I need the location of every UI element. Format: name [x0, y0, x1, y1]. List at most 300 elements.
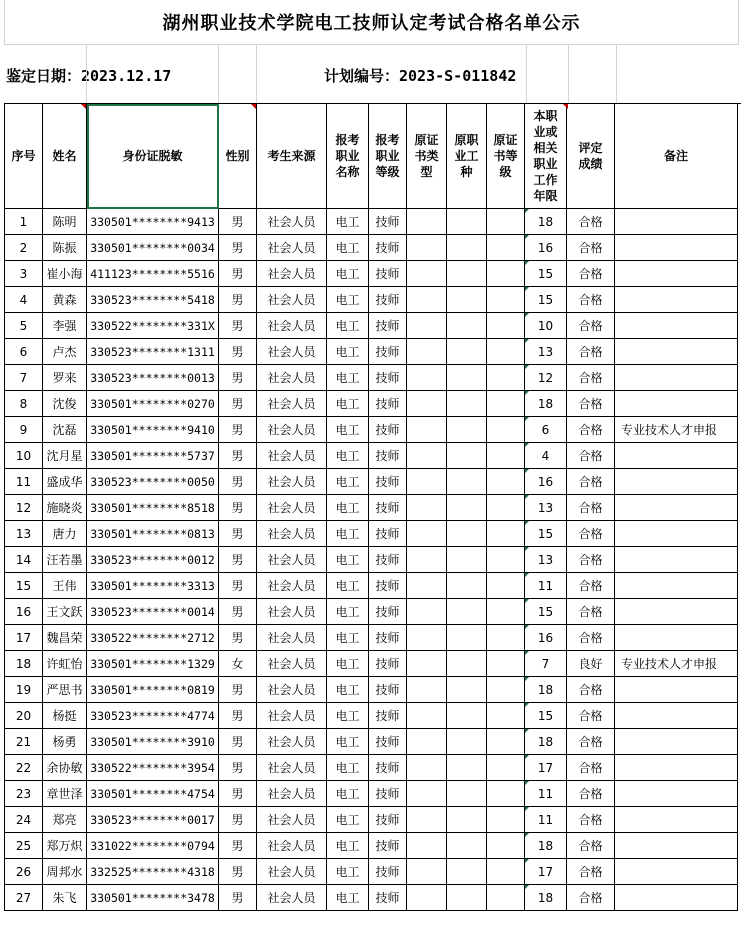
cell-orig-job[interactable] [447, 781, 487, 807]
cell-level[interactable]: 技师 [369, 599, 407, 625]
cell-cert-level[interactable] [487, 287, 525, 313]
cell-source[interactable]: 社会人员 [257, 573, 327, 599]
cell-remark[interactable] [615, 729, 738, 755]
cell-orig-job[interactable] [447, 651, 487, 677]
cell-cert-level[interactable] [487, 703, 525, 729]
cell-orig-job[interactable] [447, 339, 487, 365]
cell-result[interactable]: 合格 [567, 703, 615, 729]
cell-source[interactable]: 社会人员 [257, 261, 327, 287]
cell-seq[interactable]: 16 [5, 599, 43, 625]
cell-name[interactable]: 王文跃 [43, 599, 87, 625]
cell-cert-level[interactable] [487, 729, 525, 755]
cell-result[interactable]: 合格 [567, 781, 615, 807]
cell-orig-job[interactable] [447, 495, 487, 521]
cell-years[interactable]: 18 [525, 885, 567, 911]
cell-id[interactable]: 330501********9413 [87, 209, 219, 235]
cell-level[interactable]: 技师 [369, 287, 407, 313]
cell-result[interactable]: 良好 [567, 651, 615, 677]
cell-cert-level[interactable] [487, 417, 525, 443]
cell-orig-job[interactable] [447, 729, 487, 755]
cell-years[interactable]: 12 [525, 365, 567, 391]
cell-seq[interactable]: 25 [5, 833, 43, 859]
cell-source[interactable]: 社会人员 [257, 599, 327, 625]
cell-source[interactable]: 社会人员 [257, 235, 327, 261]
cell-name[interactable]: 汪若墨 [43, 547, 87, 573]
col-gender[interactable]: 性别 [219, 104, 257, 209]
cell-source[interactable]: 社会人员 [257, 443, 327, 469]
cell-gender[interactable]: 男 [219, 781, 257, 807]
cell-job[interactable]: 电工 [327, 833, 369, 859]
cell-level[interactable]: 技师 [369, 417, 407, 443]
cell-seq[interactable]: 13 [5, 521, 43, 547]
cell-name[interactable]: 陈明 [43, 209, 87, 235]
col-years[interactable]: 本职业或相关职业工作年限 [525, 104, 567, 209]
cell-name[interactable]: 李强 [43, 313, 87, 339]
cell-result[interactable]: 合格 [567, 365, 615, 391]
cell-remark[interactable] [615, 573, 738, 599]
cell-cert-level[interactable] [487, 521, 525, 547]
cell-cert-type[interactable] [407, 573, 447, 599]
cell-job[interactable]: 电工 [327, 807, 369, 833]
cell-years[interactable]: 16 [525, 469, 567, 495]
cell-job[interactable]: 电工 [327, 729, 369, 755]
cell-level[interactable]: 技师 [369, 807, 407, 833]
cell-result[interactable]: 合格 [567, 235, 615, 261]
cell-cert-level[interactable] [487, 859, 525, 885]
cell-cert-type[interactable] [407, 677, 447, 703]
cell-id[interactable]: 330501********3910 [87, 729, 219, 755]
cell-gender[interactable]: 男 [219, 443, 257, 469]
cell-cert-type[interactable] [407, 755, 447, 781]
cell-id[interactable]: 330501********0813 [87, 521, 219, 547]
cell-name[interactable]: 郑亮 [43, 807, 87, 833]
cell-years[interactable]: 16 [525, 235, 567, 261]
cell-source[interactable]: 社会人员 [257, 807, 327, 833]
cell-job[interactable]: 电工 [327, 781, 369, 807]
cell-job[interactable]: 电工 [327, 495, 369, 521]
cell-id[interactable]: 330523********0013 [87, 365, 219, 391]
cell-remark[interactable] [615, 625, 738, 651]
cell-result[interactable]: 合格 [567, 287, 615, 313]
cell-years[interactable]: 11 [525, 807, 567, 833]
cell-years[interactable]: 18 [525, 677, 567, 703]
cell-remark[interactable] [615, 313, 738, 339]
cell-years[interactable]: 4 [525, 443, 567, 469]
cell-source[interactable]: 社会人员 [257, 729, 327, 755]
cell-remark[interactable] [615, 755, 738, 781]
cell-orig-job[interactable] [447, 885, 487, 911]
cell-level[interactable]: 技师 [369, 755, 407, 781]
cell-id[interactable]: 330501********4754 [87, 781, 219, 807]
cell-orig-job[interactable] [447, 599, 487, 625]
cell-cert-level[interactable] [487, 755, 525, 781]
cell-gender[interactable]: 男 [219, 261, 257, 287]
cell-level[interactable]: 技师 [369, 885, 407, 911]
cell-cert-type[interactable] [407, 599, 447, 625]
cell-seq[interactable]: 24 [5, 807, 43, 833]
cell-job[interactable]: 电工 [327, 755, 369, 781]
cell-gender[interactable]: 男 [219, 755, 257, 781]
cell-result[interactable]: 合格 [567, 469, 615, 495]
cell-orig-job[interactable] [447, 573, 487, 599]
cell-name[interactable]: 施晓炎 [43, 495, 87, 521]
cell-years[interactable]: 11 [525, 573, 567, 599]
cell-cert-type[interactable] [407, 833, 447, 859]
cell-job[interactable]: 电工 [327, 469, 369, 495]
cell-job[interactable]: 电工 [327, 573, 369, 599]
cell-gender[interactable]: 男 [219, 703, 257, 729]
cell-seq[interactable]: 12 [5, 495, 43, 521]
cell-result[interactable]: 合格 [567, 339, 615, 365]
cell-years[interactable]: 17 [525, 755, 567, 781]
cell-job[interactable]: 电工 [327, 365, 369, 391]
cell-seq[interactable]: 9 [5, 417, 43, 443]
cell-level[interactable]: 技师 [369, 469, 407, 495]
cell-job[interactable]: 电工 [327, 261, 369, 287]
cell-years[interactable]: 13 [525, 547, 567, 573]
cell-gender[interactable]: 男 [219, 469, 257, 495]
cell-source[interactable]: 社会人员 [257, 547, 327, 573]
cell-result[interactable]: 合格 [567, 833, 615, 859]
cell-orig-job[interactable] [447, 469, 487, 495]
cell-source[interactable]: 社会人员 [257, 339, 327, 365]
cell-cert-type[interactable] [407, 703, 447, 729]
cell-cert-type[interactable] [407, 859, 447, 885]
cell-name[interactable]: 周邦水 [43, 859, 87, 885]
cell-cert-level[interactable] [487, 625, 525, 651]
cell-id[interactable]: 330501********3478 [87, 885, 219, 911]
col-level[interactable]: 报考职业等级 [369, 104, 407, 209]
cell-seq[interactable]: 5 [5, 313, 43, 339]
cell-remark[interactable] [615, 807, 738, 833]
cell-seq[interactable]: 26 [5, 859, 43, 885]
cell-result[interactable]: 合格 [567, 599, 615, 625]
cell-name[interactable]: 罗来 [43, 365, 87, 391]
cell-cert-level[interactable] [487, 391, 525, 417]
cell-seq[interactable]: 4 [5, 287, 43, 313]
cell-remark[interactable]: 专业技术人才申报 [615, 651, 738, 677]
cell-name[interactable]: 盛成华 [43, 469, 87, 495]
cell-remark[interactable] [615, 287, 738, 313]
cell-job[interactable]: 电工 [327, 599, 369, 625]
cell-result[interactable]: 合格 [567, 755, 615, 781]
cell-job[interactable]: 电工 [327, 703, 369, 729]
cell-cert-type[interactable] [407, 729, 447, 755]
cell-id[interactable]: 330523********0012 [87, 547, 219, 573]
cell-seq[interactable]: 14 [5, 547, 43, 573]
cell-orig-job[interactable] [447, 547, 487, 573]
cell-gender[interactable]: 男 [219, 885, 257, 911]
cell-cert-level[interactable] [487, 807, 525, 833]
cell-cert-type[interactable] [407, 391, 447, 417]
cell-remark[interactable] [615, 677, 738, 703]
cell-result[interactable]: 合格 [567, 313, 615, 339]
cell-name[interactable]: 杨挺 [43, 703, 87, 729]
cell-level[interactable]: 技师 [369, 443, 407, 469]
col-source[interactable]: 考生来源 [257, 104, 327, 209]
cell-id[interactable]: 330501********8518 [87, 495, 219, 521]
cell-source[interactable]: 社会人员 [257, 365, 327, 391]
cell-level[interactable]: 技师 [369, 625, 407, 651]
cell-remark[interactable] [615, 261, 738, 287]
cell-seq[interactable]: 7 [5, 365, 43, 391]
cell-years[interactable]: 13 [525, 339, 567, 365]
cell-cert-level[interactable] [487, 547, 525, 573]
cell-gender[interactable]: 男 [219, 573, 257, 599]
cell-gender[interactable]: 男 [219, 365, 257, 391]
cell-job[interactable]: 电工 [327, 625, 369, 651]
cell-cert-level[interactable] [487, 261, 525, 287]
cell-source[interactable]: 社会人员 [257, 703, 327, 729]
cell-source[interactable]: 社会人员 [257, 209, 327, 235]
cell-years[interactable]: 18 [525, 391, 567, 417]
cell-remark[interactable] [615, 235, 738, 261]
cell-orig-job[interactable] [447, 235, 487, 261]
cell-id[interactable]: 330501********5737 [87, 443, 219, 469]
cell-orig-job[interactable] [447, 807, 487, 833]
cell-years[interactable]: 15 [525, 703, 567, 729]
cell-years[interactable]: 17 [525, 859, 567, 885]
cell-orig-job[interactable] [447, 625, 487, 651]
cell-cert-level[interactable] [487, 339, 525, 365]
cell-remark[interactable] [615, 859, 738, 885]
cell-level[interactable]: 技师 [369, 547, 407, 573]
cell-name[interactable]: 魏昌荣 [43, 625, 87, 651]
cell-remark[interactable] [615, 443, 738, 469]
cell-job[interactable]: 电工 [327, 235, 369, 261]
cell-id[interactable]: 330501********3313 [87, 573, 219, 599]
cell-level[interactable]: 技师 [369, 521, 407, 547]
cell-orig-job[interactable] [447, 391, 487, 417]
cell-seq[interactable]: 27 [5, 885, 43, 911]
cell-orig-job[interactable] [447, 209, 487, 235]
cell-remark[interactable] [615, 521, 738, 547]
cell-gender[interactable]: 男 [219, 547, 257, 573]
cell-result[interactable]: 合格 [567, 677, 615, 703]
cell-years[interactable]: 15 [525, 287, 567, 313]
cell-remark[interactable] [615, 781, 738, 807]
cell-level[interactable]: 技师 [369, 833, 407, 859]
cell-result[interactable]: 合格 [567, 729, 615, 755]
cell-name[interactable]: 沈俊 [43, 391, 87, 417]
cell-name[interactable]: 许虹怡 [43, 651, 87, 677]
cell-source[interactable]: 社会人员 [257, 859, 327, 885]
col-orig-job[interactable]: 原职业工种 [447, 104, 487, 209]
cell-seq[interactable]: 10 [5, 443, 43, 469]
cell-source[interactable]: 社会人员 [257, 625, 327, 651]
cell-cert-type[interactable] [407, 209, 447, 235]
cell-orig-job[interactable] [447, 677, 487, 703]
cell-job[interactable]: 电工 [327, 391, 369, 417]
cell-name[interactable]: 杨勇 [43, 729, 87, 755]
cell-source[interactable]: 社会人员 [257, 417, 327, 443]
cell-level[interactable]: 技师 [369, 859, 407, 885]
cell-years[interactable]: 11 [525, 781, 567, 807]
cell-result[interactable]: 合格 [567, 625, 615, 651]
cell-remark[interactable] [615, 833, 738, 859]
cell-cert-type[interactable] [407, 469, 447, 495]
cell-job[interactable]: 电工 [327, 287, 369, 313]
cell-remark[interactable] [615, 495, 738, 521]
cell-years[interactable]: 15 [525, 521, 567, 547]
cell-years[interactable]: 16 [525, 625, 567, 651]
cell-cert-type[interactable] [407, 339, 447, 365]
cell-seq[interactable]: 23 [5, 781, 43, 807]
cell-job[interactable]: 电工 [327, 209, 369, 235]
cell-remark[interactable] [615, 339, 738, 365]
cell-id[interactable]: 330522********2712 [87, 625, 219, 651]
cell-id[interactable]: 411123********5516 [87, 261, 219, 287]
cell-name[interactable]: 卢杰 [43, 339, 87, 365]
col-remark[interactable]: 备注 [615, 104, 738, 209]
cell-cert-level[interactable] [487, 833, 525, 859]
cell-cert-level[interactable] [487, 443, 525, 469]
col-seq[interactable]: 序号 [5, 104, 43, 209]
cell-years[interactable]: 18 [525, 209, 567, 235]
cell-seq[interactable]: 20 [5, 703, 43, 729]
cell-source[interactable]: 社会人员 [257, 885, 327, 911]
cell-remark[interactable] [615, 365, 738, 391]
cell-cert-level[interactable] [487, 209, 525, 235]
cell-seq[interactable]: 17 [5, 625, 43, 651]
cell-source[interactable]: 社会人员 [257, 651, 327, 677]
cell-id[interactable]: 330523********4774 [87, 703, 219, 729]
cell-cert-type[interactable] [407, 807, 447, 833]
cell-seq[interactable]: 11 [5, 469, 43, 495]
cell-name[interactable]: 唐力 [43, 521, 87, 547]
cell-result[interactable]: 合格 [567, 443, 615, 469]
cell-gender[interactable]: 男 [219, 209, 257, 235]
cell-result[interactable]: 合格 [567, 261, 615, 287]
cell-cert-type[interactable] [407, 261, 447, 287]
cell-gender[interactable]: 男 [219, 287, 257, 313]
cell-name[interactable]: 章世泽 [43, 781, 87, 807]
cell-cert-level[interactable] [487, 313, 525, 339]
cell-level[interactable]: 技师 [369, 781, 407, 807]
cell-result[interactable]: 合格 [567, 495, 615, 521]
cell-name[interactable]: 黄森 [43, 287, 87, 313]
cell-seq[interactable]: 1 [5, 209, 43, 235]
cell-level[interactable]: 技师 [369, 729, 407, 755]
cell-gender[interactable]: 男 [219, 417, 257, 443]
cell-orig-job[interactable] [447, 703, 487, 729]
cell-gender[interactable]: 男 [219, 729, 257, 755]
cell-orig-job[interactable] [447, 365, 487, 391]
cell-id[interactable]: 330522********331X [87, 313, 219, 339]
cell-gender[interactable]: 男 [219, 521, 257, 547]
cell-orig-job[interactable] [447, 313, 487, 339]
cell-gender[interactable]: 男 [219, 807, 257, 833]
cell-years[interactable]: 18 [525, 833, 567, 859]
cell-level[interactable]: 技师 [369, 339, 407, 365]
cell-name[interactable]: 王伟 [43, 573, 87, 599]
cell-level[interactable]: 技师 [369, 209, 407, 235]
col-name[interactable]: 姓名 [43, 104, 87, 209]
cell-orig-job[interactable] [447, 417, 487, 443]
cell-name[interactable]: 崔小海 [43, 261, 87, 287]
cell-orig-job[interactable] [447, 443, 487, 469]
cell-seq[interactable]: 21 [5, 729, 43, 755]
cell-source[interactable]: 社会人员 [257, 495, 327, 521]
cell-id[interactable]: 330522********3954 [87, 755, 219, 781]
cell-orig-job[interactable] [447, 859, 487, 885]
cell-level[interactable]: 技师 [369, 313, 407, 339]
cell-seq[interactable]: 22 [5, 755, 43, 781]
cell-level[interactable]: 技师 [369, 365, 407, 391]
cell-orig-job[interactable] [447, 833, 487, 859]
cell-remark[interactable] [615, 469, 738, 495]
cell-job[interactable]: 电工 [327, 521, 369, 547]
cell-job[interactable]: 电工 [327, 417, 369, 443]
cell-years[interactable]: 7 [525, 651, 567, 677]
cell-id[interactable]: 330501********1329 [87, 651, 219, 677]
cell-years[interactable]: 18 [525, 729, 567, 755]
cell-id[interactable]: 331022********0794 [87, 833, 219, 859]
cell-job[interactable]: 电工 [327, 859, 369, 885]
cell-cert-type[interactable] [407, 651, 447, 677]
cell-remark[interactable] [615, 599, 738, 625]
cell-name[interactable]: 沈磊 [43, 417, 87, 443]
cell-years[interactable]: 13 [525, 495, 567, 521]
cell-orig-job[interactable] [447, 755, 487, 781]
cell-level[interactable]: 技师 [369, 677, 407, 703]
cell-result[interactable]: 合格 [567, 573, 615, 599]
cell-id[interactable]: 330523********5418 [87, 287, 219, 313]
cell-name[interactable]: 严思书 [43, 677, 87, 703]
cell-gender[interactable]: 男 [219, 313, 257, 339]
cell-gender[interactable]: 男 [219, 677, 257, 703]
cell-level[interactable]: 技师 [369, 703, 407, 729]
cell-seq[interactable]: 15 [5, 573, 43, 599]
cell-cert-level[interactable] [487, 781, 525, 807]
cell-cert-type[interactable] [407, 885, 447, 911]
cell-seq[interactable]: 3 [5, 261, 43, 287]
cell-years[interactable]: 6 [525, 417, 567, 443]
cell-id[interactable]: 330523********0050 [87, 469, 219, 495]
cell-cert-type[interactable] [407, 235, 447, 261]
cell-job[interactable]: 电工 [327, 443, 369, 469]
cell-gender[interactable]: 男 [219, 391, 257, 417]
cell-name[interactable]: 沈月星 [43, 443, 87, 469]
cell-result[interactable]: 合格 [567, 807, 615, 833]
cell-cert-type[interactable] [407, 287, 447, 313]
cell-gender[interactable]: 男 [219, 625, 257, 651]
cell-orig-job[interactable] [447, 521, 487, 547]
cell-remark[interactable] [615, 703, 738, 729]
cell-level[interactable]: 技师 [369, 391, 407, 417]
cell-years[interactable]: 10 [525, 313, 567, 339]
cell-source[interactable]: 社会人员 [257, 677, 327, 703]
cell-id[interactable]: 330523********0017 [87, 807, 219, 833]
cell-job[interactable]: 电工 [327, 885, 369, 911]
cell-cert-type[interactable] [407, 417, 447, 443]
cell-id[interactable]: 330523********0014 [87, 599, 219, 625]
cell-level[interactable]: 技师 [369, 573, 407, 599]
cell-remark[interactable]: 专业技术人才申报 [615, 417, 738, 443]
cell-seq[interactable]: 18 [5, 651, 43, 677]
cell-id[interactable]: 330501********9410 [87, 417, 219, 443]
cell-cert-type[interactable] [407, 495, 447, 521]
cell-name[interactable]: 陈振 [43, 235, 87, 261]
cell-orig-job[interactable] [447, 287, 487, 313]
cell-source[interactable]: 社会人员 [257, 391, 327, 417]
cell-cert-level[interactable] [487, 365, 525, 391]
cell-cert-type[interactable] [407, 365, 447, 391]
cell-level[interactable]: 技师 [369, 651, 407, 677]
cell-remark[interactable] [615, 209, 738, 235]
cell-cert-level[interactable] [487, 651, 525, 677]
cell-result[interactable]: 合格 [567, 885, 615, 911]
